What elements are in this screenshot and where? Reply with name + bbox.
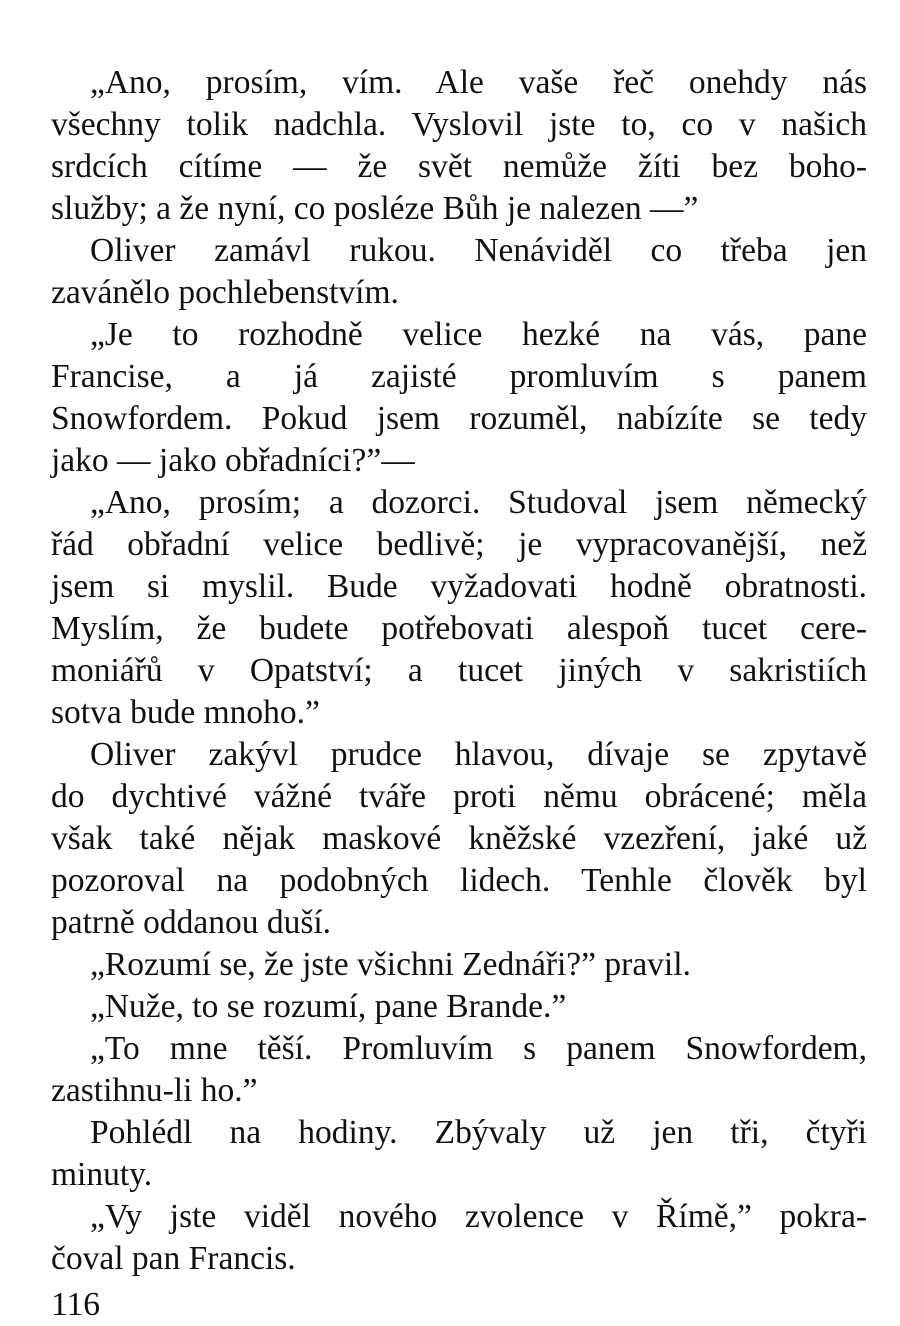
page-body: [51, 62, 867, 1280]
text-line: moniářů v Opatství; a tucet jiných v sakristiích: [51, 652, 867, 689]
text-line: jsem si myslil. Bude vyžadovati hodně obratnosti.: [51, 568, 867, 605]
text-line: Pohlédl na hodiny. Zbývaly už jen tři, čtyři: [90, 1114, 867, 1151]
text-line: sotva bude mnoho.”: [51, 694, 320, 731]
text-line: „Vy jste viděl nového zvolence v Římě,” pokra-: [90, 1198, 867, 1235]
text-line: Oliver zakývl prudce hlavou, dívaje se zpytavě: [90, 736, 867, 773]
text-line: patrně oddanou duší.: [51, 904, 332, 941]
paragraph-2: [51, 230, 867, 314]
text-line: zavánělo pochlebenstvím.: [51, 274, 399, 311]
page-number: 116: [51, 1286, 101, 1323]
text-line: minuty.: [51, 1156, 153, 1193]
text-line: Myslím, že budete potřebovati alespoň tucet cere-: [51, 610, 867, 647]
paragraph-1: [51, 62, 867, 230]
text-line: „Je to rozhodně velice hezké na vás, pane: [90, 316, 867, 353]
text-line: „Ano, prosím, vím. Ale vaše řeč onehdy nás: [90, 64, 867, 101]
paragraph-7: [51, 986, 867, 1028]
text-line: všechny tolik nadchla. Vyslovil jste to, co v našich: [51, 106, 867, 143]
text-line: Snowfordem. Pokud jsem rozuměl, nabízíte se tedy: [51, 400, 867, 437]
text-line: jako — jako obřadníci?”—: [51, 442, 415, 479]
paragraph-9: [51, 1112, 867, 1196]
text-line: do dychtivé vážné tváře proti němu obrácené; měla: [51, 778, 867, 815]
text-line: „Ano, prosím; a dozorci. Studoval jsem německý: [90, 484, 867, 521]
paragraph-3: [51, 314, 867, 482]
text-line: řád obřadní velice bedlivě; je vypracovanější, než: [51, 526, 867, 563]
text-line: pozoroval na podobných lidech. Tenhle člověk byl: [51, 862, 867, 899]
text-line: Francise, a já zajisté promluvím s panem: [51, 358, 867, 395]
text-line: čoval pan Francis.: [51, 1240, 296, 1277]
paragraph-5: [51, 734, 867, 944]
text-line: „To mne těší. Promluvím s panem Snowfordem,: [90, 1030, 867, 1067]
text-line: „Rozumí se, že jste všichni Zednáři?” pravil.: [90, 946, 691, 983]
paragraph-10: [51, 1196, 867, 1280]
paragraph-4: [51, 482, 867, 734]
text-line: zastihnu-li ho.”: [51, 1072, 258, 1109]
paragraph-6: [51, 944, 867, 986]
text-line: však také nějak maskové kněžské vzezření, jaké už: [51, 820, 867, 857]
paragraph-8: [51, 1028, 867, 1112]
text-line: srdcích cítíme — že svět nemůže žíti bez boho-: [51, 148, 867, 185]
text-line: služby; a že nyní, co posléze Bůh je nalezen —”: [51, 190, 699, 227]
text-line: Oliver zamávl rukou. Nenáviděl co třeba jen: [90, 232, 867, 269]
text-line: „Nuže, to se rozumí, pane Brande.”: [90, 988, 567, 1025]
